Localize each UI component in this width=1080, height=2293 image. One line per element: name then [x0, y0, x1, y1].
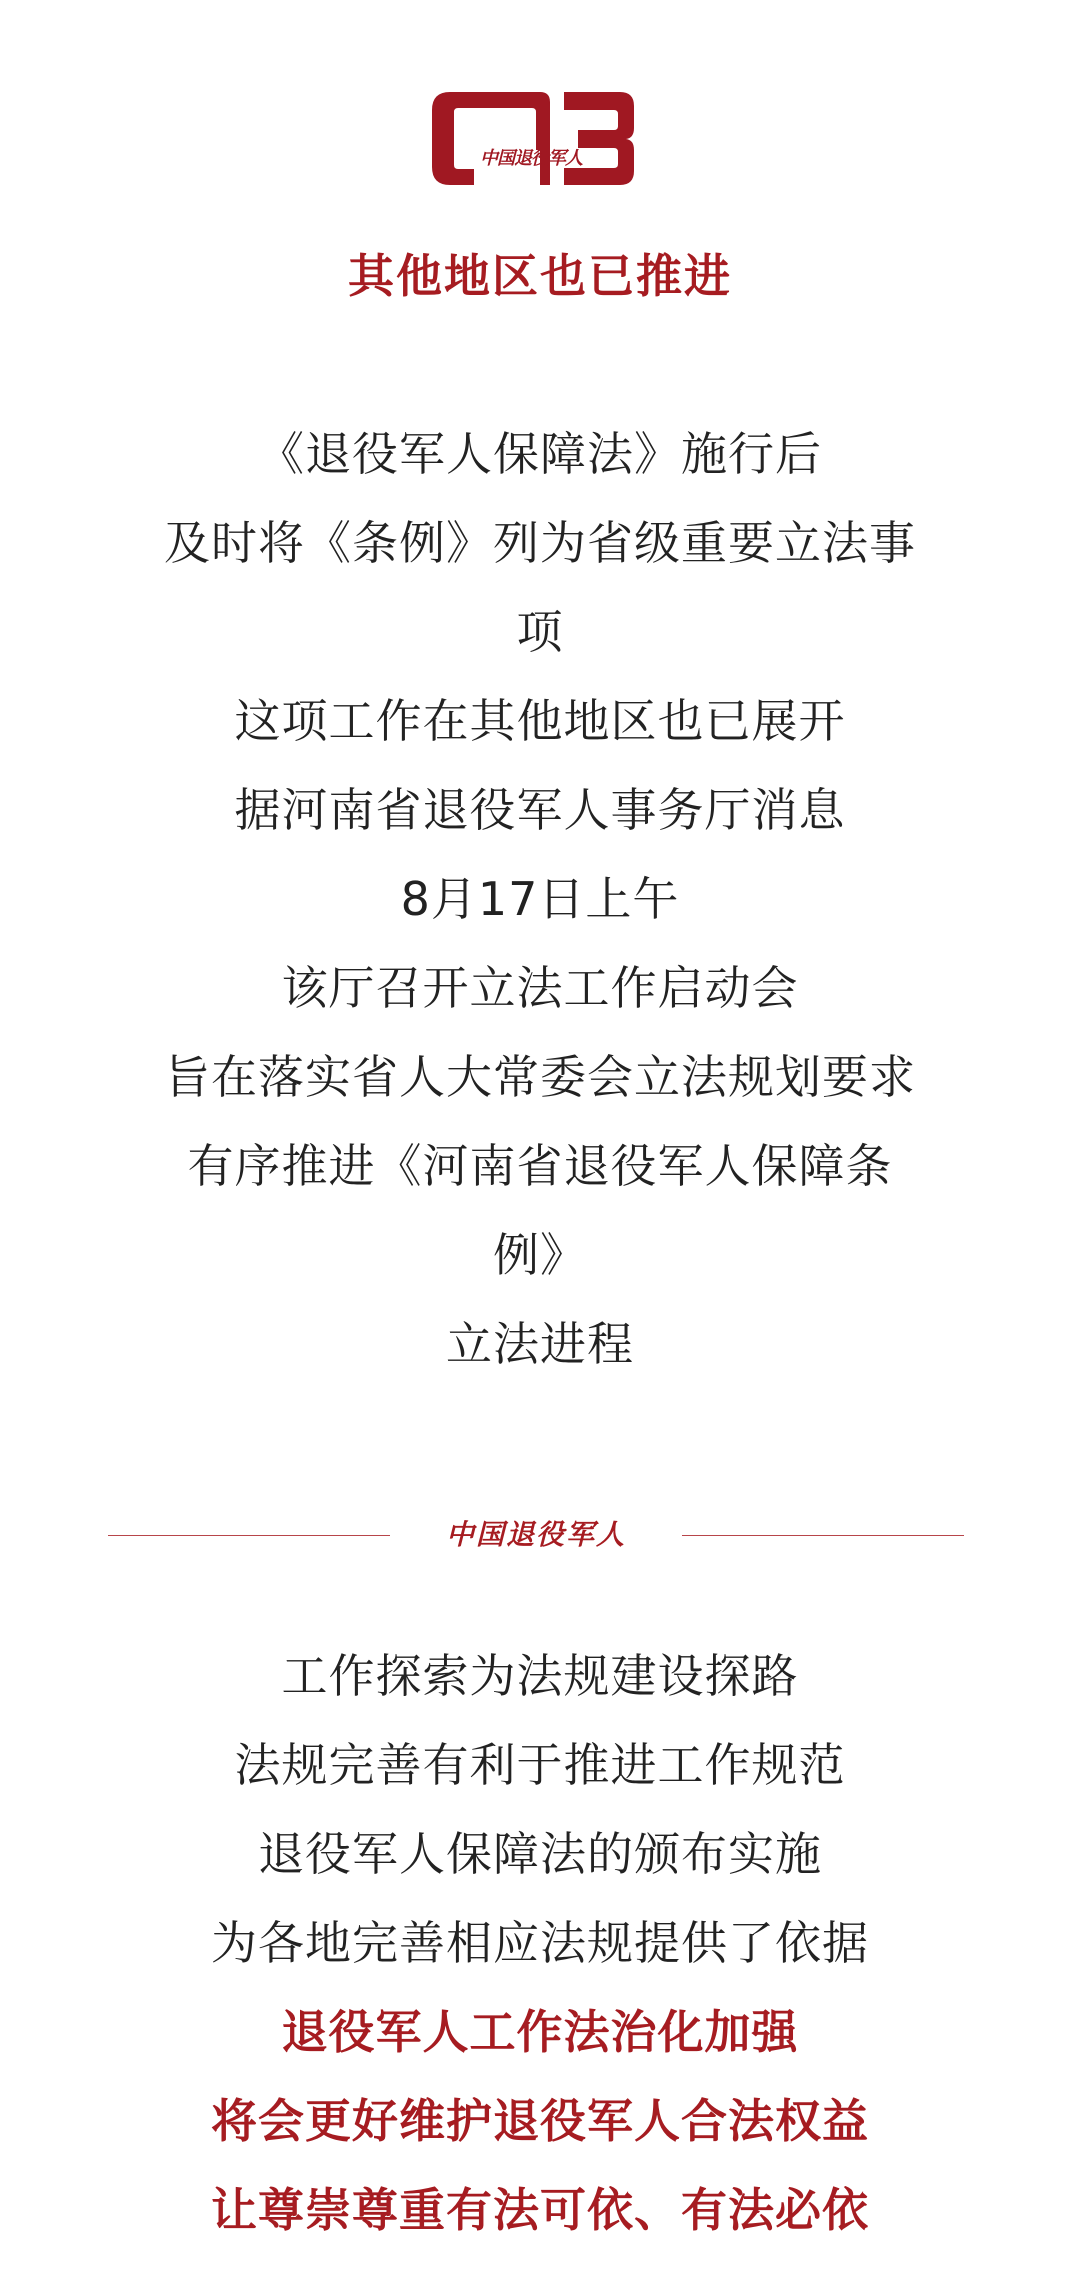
text-line: 立法进程 [446, 1317, 634, 1371]
text-line: 项 [516, 605, 564, 659]
q3-badge-graphic [428, 90, 638, 187]
emphasis-line: 让尊崇尊重有法可依、有法必依 [211, 2183, 869, 2237]
text-line: 据河南省退役军人事务厅消息 [234, 783, 846, 837]
text-line: 及时将《条例》列为省级重要立法事 [164, 516, 916, 570]
divider-rule-left [108, 1535, 390, 1536]
text-line: 《退役军人保障法》施行后 [258, 427, 822, 481]
text-line: 退役军人保障法的颁布实施 [258, 1827, 822, 1881]
divider-rule-right [682, 1535, 964, 1536]
text-line: 有序推进《河南省退役军人保障条 [187, 1139, 893, 1193]
text-line: 该厅召开立法工作启动会 [281, 961, 799, 1015]
paragraph-2 [100, 1632, 980, 2255]
q3-badge [428, 90, 638, 187]
section-title: 其他地区也已推进 [348, 249, 732, 303]
emphasis-line: 退役军人工作法治化加强 [281, 2005, 799, 2059]
emphasis-line: 将会更好维护退役军人合法权益 [211, 2094, 869, 2148]
three-letter-shape [564, 92, 634, 185]
text-line: 为各地完善相应法规提供了依据 [211, 1916, 869, 1970]
text-line: 8月17日上午 [400, 872, 680, 926]
section-divider [108, 1515, 964, 1555]
text-line: 这项工作在其他地区也已展开 [234, 694, 846, 748]
text-line: 工作探索为法规建设探路 [281, 1649, 799, 1703]
text-line: 旨在落实省人大常委会立法规划要求 [164, 1050, 916, 1104]
text-line: 例》 [493, 1228, 587, 1282]
badge-inner-text: 中国退役军人 [480, 148, 582, 169]
divider-label: 中国退役军人 [445, 1518, 626, 1551]
paragraph-1 [100, 410, 980, 1389]
text-line: 法规完善有利于推进工作规范 [234, 1738, 846, 1792]
